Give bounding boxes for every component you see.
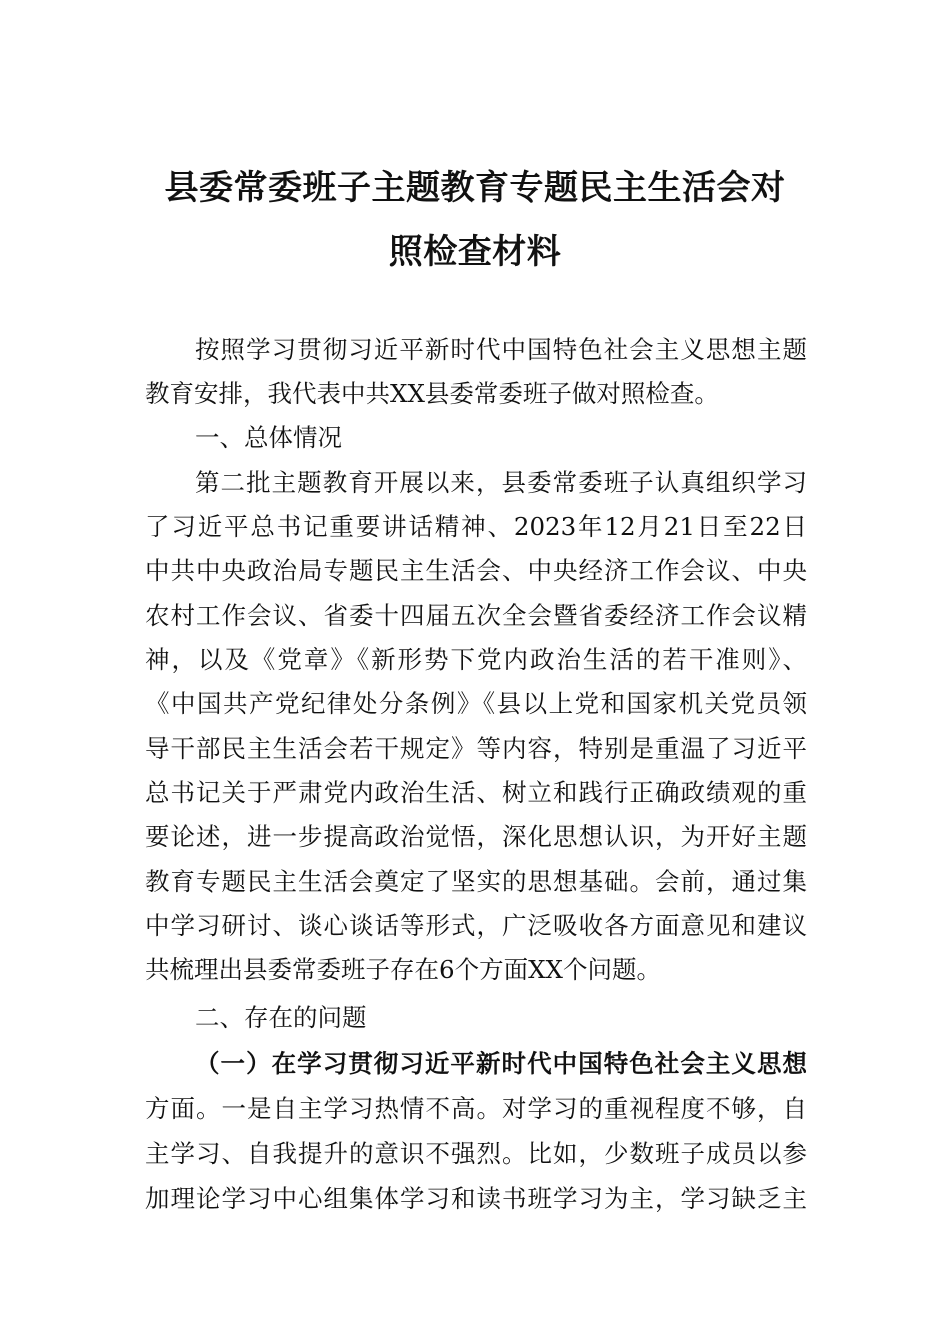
section1-line: 总书记关于严肃党内政治生活、树立和践行正确政绩观的重 [145, 778, 807, 807]
intro-line-2: 教育安排，我代表中共XX县委常委班子做对照检查。 [145, 379, 719, 408]
section2-line: （一）在学习贯彻习近平新时代中国特色社会主义思想 [195, 1049, 807, 1078]
section1-line: 教育专题民主生活会奠定了坚实的思想基础。会前，通过集 [145, 867, 807, 896]
section2-line: 主学习、自我提升的意识不强烈。比如，少数班子成员以参 [145, 1139, 807, 1168]
section1-line: 共梳理出县委常委班子存在6个方面XX个问题。 [145, 955, 661, 984]
section1-line: 神，以及《党章》《新形势下党内政治生活的若干准则》、 [145, 645, 807, 674]
section1-line: 导干部民主生活会若干规定》等内容，特别是重温了习近平 [145, 734, 807, 763]
section2-line: 加理论学习中心组集体学习和读书班学习为主，学习缺乏主 [145, 1184, 807, 1213]
section1-line: 中学习研讨、谈心谈话等形式，广泛吸收各方面意见和建议 [145, 911, 807, 940]
section2-line: 方面。一是自主学习热情不高。对学习的重视程度不够，自 [145, 1094, 807, 1123]
section1-line: 《中国共产党纪律处分条例》《县以上党和国家机关党员领 [145, 689, 807, 718]
document-title-line-1: 县委常委班子主题教育专题民主生活会对 [164, 168, 786, 208]
intro-line-1: 按照学习贯彻习近平新时代中国特色社会主义思想主题 [195, 335, 807, 364]
section1-line: 要论述，进一步提高政治觉悟，深化思想认识，为开好主题 [145, 822, 807, 851]
section-heading-overview: 一、总体情况 [195, 423, 342, 452]
section1-line: 了习近平总书记重要讲话精神、2023年12月21日至22日 [145, 512, 807, 541]
section1-line: 中共中央政治局专题民主生活会、中央经济工作会议、中央 [145, 556, 807, 585]
document-title-line-2: 照检查材料 [388, 232, 562, 272]
section-heading-problems: 二、存在的问题 [195, 1003, 367, 1032]
section1-line: 第二批主题教育开展以来，县委常委班子认真组织学习 [195, 468, 807, 497]
section1-line: 农村工作会议、省委十四届五次全会暨省委经济工作会议精 [145, 601, 807, 630]
